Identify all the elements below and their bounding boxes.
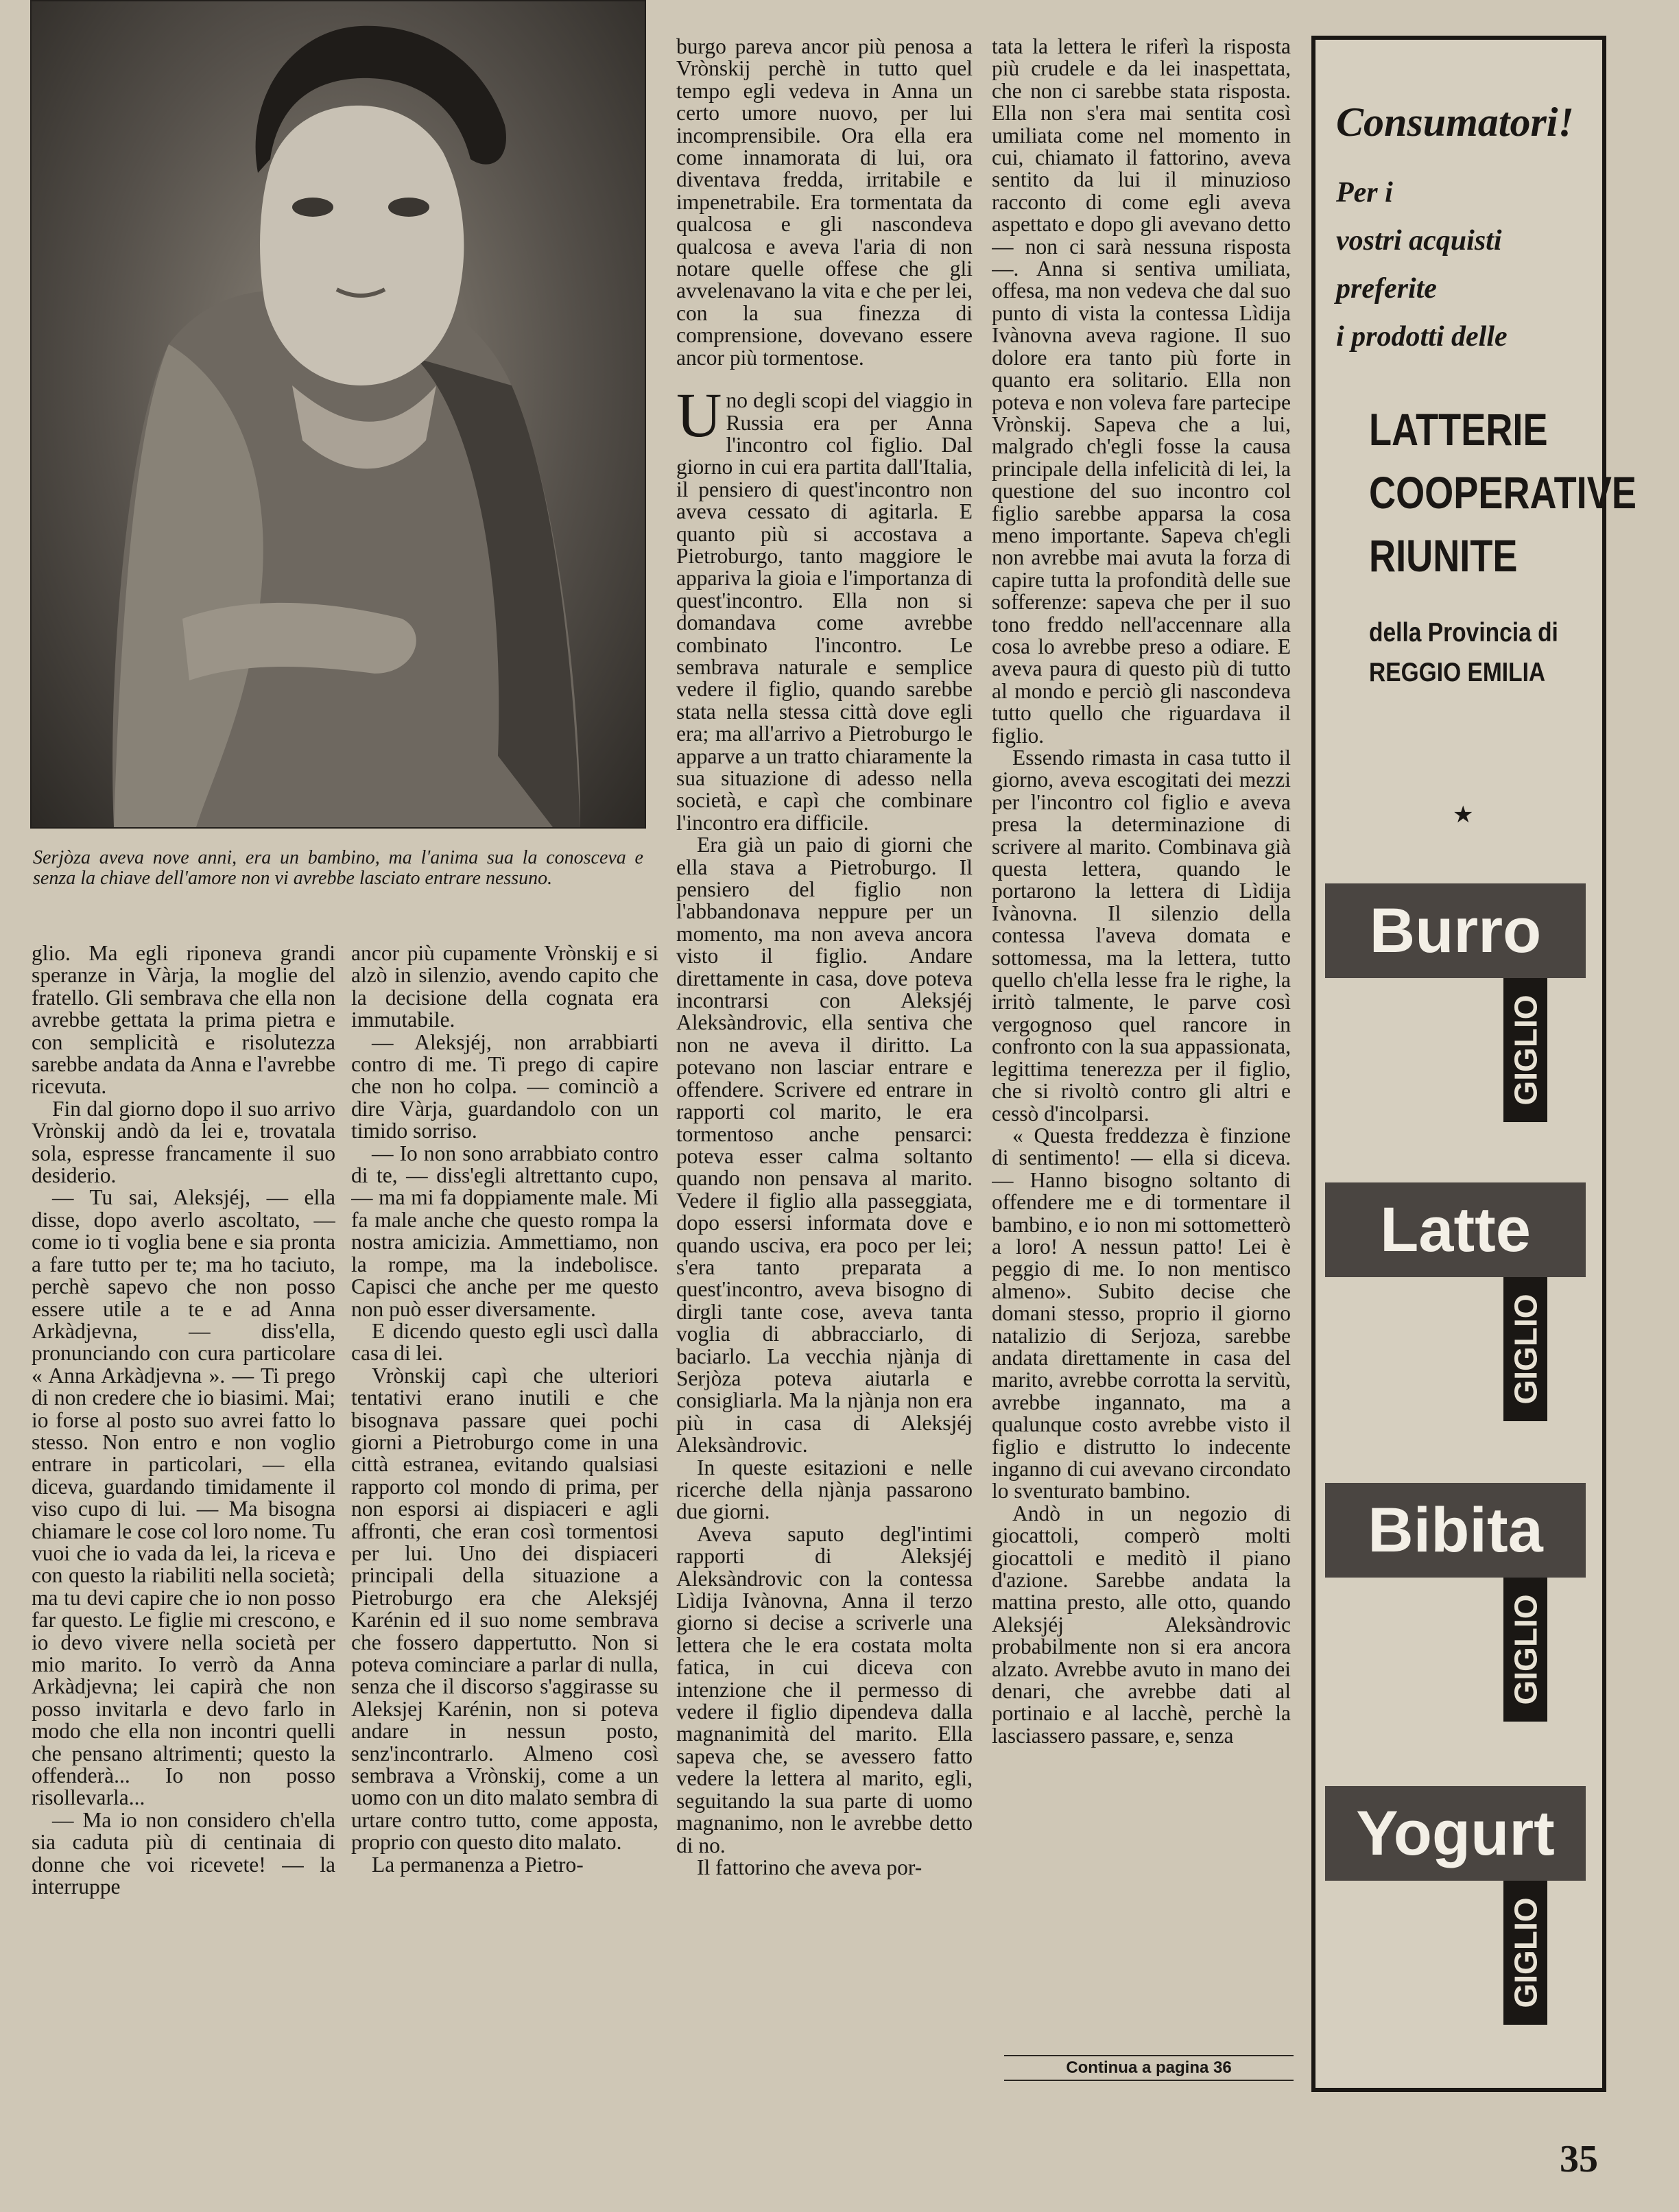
ad-brand-line: RIUNITE bbox=[1369, 530, 1518, 581]
continued-notice: Continua a pagina 36 bbox=[1004, 2055, 1294, 2081]
paragraph: In queste esitazioni e nelle ricerche della njànja passarono due giorni. bbox=[676, 1455, 973, 1524]
ad-company-name bbox=[1369, 398, 1636, 587]
ad-province-line: REGGIO EMILIA bbox=[1369, 658, 1546, 687]
page-number: 35 bbox=[1560, 2138, 1598, 2180]
product-name: Yogurt bbox=[1325, 1786, 1586, 1881]
ad-province bbox=[1369, 613, 1569, 693]
paragraph: La permanenza a Pietro- bbox=[372, 1852, 584, 1877]
giglio-text: GIGLIO bbox=[1508, 1294, 1543, 1405]
serjoza-photo bbox=[30, 0, 646, 829]
paragraph: tata la lettera le riferì la risposta più crudele e da lei inaspettata, che non ci sarebbe stata risposta. Ella non s'era mai sentita così umiliata come nel momento in cui, chiamato il fattorino, aveva sentito da lui il minuzioso racconto di come egli aveva aspettato e dopo gli avevano detto — non ci sarà nessuna risposta —. Anna si sentiva umiliata, offesa, ma non vedeva che dal suo punto di vista la contessa Lìdija Ivànovna aveva ragione. Il suo dolore era tanto più forte in quanto era solitario. Ella non poteva e non voleva fare partecipe Vrònskij. Sapeva che a lui, malgrado ch'egli fosse la causa principale della infelicità di lei, la questione del suo incontro col figlio sarebbe apparsa la cosa meno importante. Sapeva ch'egli non avrebbe mai avuta la forza di capire tutta la profondità delle sue sofferenze: sapeva che per il suo tono freddo nell'accennare alla cosa lo avrebbe preso a odiare. E aveva paura di questo più di tutto al mondo e perciò gli nascondeva tutto quello che riguardava il figlio. bbox=[992, 36, 1291, 748]
paragraph: Era già un paio di giorni che ella stava a Pietroburgo. Il pensiero del figlio non l'abbandonava neppure per un momento, ma non aveva ancora visto il figlio. Andare direttamente in casa, dove poteva incontrarsi con Aleksjéj Aleksàndrovic, ella sentiva che non ne aveva il diritto. La potevano non lasciar entrare e offendere. Scrivere ed entrare in rapporti col marito, le era tormentoso anche pensarci: poteva esser calma soltanto quando non pensava al marito. Vedere il figlio alla passeggiata, dopo essersi informata dove e quando usciva, era poco per lei; s'era tanto preparata a quest'incontro, aveva bisogno di dirgli tante cose, aveva tanta voglia di abbracciarlo, di baciarlo. La vecchia njànja di Serjòza poteva aiutarla e consigliarla. Ma la njànja non era più in casa di Aleksjéj Aleksàndrovic. bbox=[676, 833, 973, 1458]
photo-caption: Serjòza aveva nove anni, era un bambino, ma l'anima sua la conosceva e senza la chiave dell'amore non vi avrebbe lasciato entrare nessuno. bbox=[33, 847, 643, 889]
giglio-text: GIGLIO bbox=[1508, 995, 1543, 1106]
product-name: Latte bbox=[1325, 1182, 1586, 1277]
paragraph: glio. Ma egli riponeva grandi speranze in Vàrja, la moglie del fratello. Gli sembrava che ella non avrebbe gettata la prima pietra e con semplicità e risolutezza sarebbe andata da Anna e l'avrebbe ricevuta. bbox=[32, 942, 335, 1099]
paragraph: — Aleksjéj, non arrabbiarti contro di me. Ti prego di capire che non ho colpa. — cominciò a dire Vàrja, guardandolo con un timido sorriso. bbox=[351, 1030, 658, 1143]
giglio-label bbox=[1503, 1578, 1547, 1722]
product-name: Burro bbox=[1325, 883, 1586, 978]
paragraph: — Ma io non considero ch'ella sia caduta più di centinaia di donne che voi ricevete! — la interruppe bbox=[32, 1807, 335, 1899]
paragraph: Aveva saputo degl'intimi rapporti di Aleksjéj Aleksàndrovic con la contessa Lìdija Ivànovna, Anna il terzo giorno si decise a scriverle una lettera che le era costata molta fatica, in cui diceva con intenzione che il permesso di vedere il figlio dipendeva dalla magnanimità del marito. Ella sapeva che, se avessero fatto vedere la lettera al marito, egli, seguitando la sua parte di uomo magnanimo, non le avrebbe detto di no. bbox=[676, 1521, 973, 1857]
product-name: Bibita bbox=[1325, 1483, 1586, 1578]
article-column-1 bbox=[32, 942, 335, 2074]
paragraph: Il fattorino che aveva por- bbox=[697, 1855, 922, 1879]
dairy-advertisement bbox=[1311, 36, 1636, 2092]
giglio-text: GIGLIO bbox=[1508, 1594, 1543, 1705]
ad-brand-line: COOPERATIVE bbox=[1369, 467, 1636, 518]
paragraph: Vrònskij capì che ulteriori tentativi erano inutili e che bisognava passare quei pochi giorni a Pietroburgo come in una città estranea, evitando qualsiasi rapporto col mondo di prima, per non esporsi ai dispiaceri e agli affronti, che eran così tormentosi per lui. Uno dei dispiaceri principali della situazione a Pietroburgo era che Aleksjéj Karénin ed il suo nome sembrava che fossero dappertutto. Non si poteva cominciare a parlar di nulla, senza che il discorso s'aggirasse su Aleksjej Karénin, non si poteva andare in nessun posto, senz'incontrarlo. Almeno così sembrava a Vrònskij, come a un uomo con un dito malato sembra di urtare contro tutto, come apposta, proprio con questo dito malato. bbox=[351, 1363, 658, 1855]
ad-headline: Consumatori! bbox=[1336, 99, 1574, 145]
article-column-3 bbox=[676, 36, 973, 2093]
paragraph-dropcap: Uno degli scopi del viaggio in Russia era per Anna l'incontro col figlio. Dal giorno in cui era partita dall'Italia, il pensiero di quest'incontro non aveva cessato di agitarla. E quanto più si accostava a Pietroburgo, tanto maggiore le appariva la gioia e l'importanza di quest'incontro. Ella non si domandava come avrebbe combinato l'incontro. Le sembrava naturale e semplice vedere il figlio, quando sarebbe stata nella stessa città dove egli era; ma all'arrivo a Pietroburgo le apparve a un tratto chiaramente la sua situazione di adesso nella società, e capì che combinare l'incontro era difficile. bbox=[676, 380, 973, 835]
paragraph: ancor più cupamente Vrònskij e si alzò in silenzio, avendo capito che la decisione della cognata era immutabile. bbox=[351, 942, 658, 1032]
ad-sub-line: vostri acquisti bbox=[1336, 225, 1502, 257]
ad-sub-line: Per i bbox=[1336, 177, 1393, 209]
giglio-label bbox=[1503, 978, 1547, 1122]
paragraph: « Questa freddezza è finzione di sentimento! — ella si diceva. — Hanno bisogno soltanto di offendere me e di tormentare il bambino, e io non mi sottometterò a loro! A nessun patto! Lei è peggio di me. Io non mentisco almeno». Subito decise che domani stesso, proprio il giorno natalizio di Serjoza, sarebbe andata direttamente in casa del marito, avrebbe corrotta la servitù, avrebbe ingannato, ma a qualunque costo avrebbe visto il figlio e distrutto lo indecente inganno di cui avevano circondato lo sventurato bambino. bbox=[992, 1123, 1291, 1503]
paragraph: burgo pareva ancor più penosa a Vrònskij perchè in tutto quel tempo egli vedeva in Anna un certo umore nuovo, per lui incomprensibile. Ora ella era come innamorata di lui, ora diventava fredda, irritabile e impenetrabile. Era tormentata da qualcosa e gli nascondeva qualcosa e aveva l'aria di non notare quelle offese che gli avvelenavano la vita e che per lei, con la sua finezza di comprensione, dovevano essere ancor più tormentose. bbox=[676, 36, 973, 370]
star-icon: ★ bbox=[1453, 802, 1474, 828]
giglio-label bbox=[1503, 1881, 1547, 2025]
drop-cap-letter: U bbox=[676, 380, 722, 451]
article-column-2 bbox=[351, 942, 658, 2074]
boy-portrait-illustration bbox=[32, 1, 645, 827]
ad-sub-line: i prodotti delle bbox=[1336, 321, 1508, 353]
paragraph: E dicendo questo egli uscì dalla casa di lei. bbox=[351, 1318, 658, 1366]
ad-province-line: della Provincia di bbox=[1369, 618, 1558, 647]
giglio-label bbox=[1503, 1277, 1547, 1421]
ad-subheadline bbox=[1336, 169, 1597, 361]
giglio-text: GIGLIO bbox=[1508, 1897, 1543, 2008]
paragraph: Essendo rimasta in casa tutto il giorno, aveva escogitati dei mezzi per l'incontro col figlio e aveva presa la determinazione di scrivere al marito. Combinava già questa lettera, quando le portarono la lettera di Lìdija Ivànovna. Il silenzio della contessa l'aveva domata e sottomessa, ma la lettera, tutto quello ch'ella lesse fra le righe, la irritò talmente, le parve così vergognoso quel rancore in confronto con la sua appassionata, legittima tenerezza per il figlio, che si rivoltò contro gli altri e cessò d'incolparsi. bbox=[992, 746, 1291, 1126]
paragraph: Fin dal giorno dopo il suo arrivo Vrònskij andò da lei e, trovatala sola, espresse francamente il suo desiderio. bbox=[32, 1096, 335, 1188]
paragraph: — Tu sai, Aleksjéj, — ella disse, dopo averlo ascoltato, — come io ti voglia bene e sia pronta a fare tutto per te; ma ho taciuto, perchè sapevo che non posso essere utile a te e ad Anna Arkàdjevna, — diss'ella, pronunciando con cura particolare « Anna Arkàdjevna ». — Ti prego di non credere che io biasimi. Mai; io forse al posto suo avrei fatto lo stesso. Non entro e non voglio entrare in particolari, — ella diceva, guardando timidamente il viso cupo di lui. — Ma bisogna chiamare le cose col loro nome. Tu vuoi che io vada da lei, la riceva e con questo la riabiliti nella società; ma tu devi capire che io non posso far questo. Le figlie mi crescono, e io devo vivere nella società per mio marito. Io verrò da Anna Arkàdjevna; lei capirà che non posso invitarla e devo farlo in modo che ella non incontri quelli che pensano altrimenti; questo la offenderà... Io non posso risollevarla... bbox=[32, 1185, 335, 1810]
paragraph: Andò in un negozio di giocattoli, comperò molti giocattoli e meditò il piano d'azione. Sarebbe andata la mattina presto, alle otto, quando Aleksjéj Aleksàndrovic probabilmente non si era ancora alzato. Avrebbe avuto in mano dei denari, che avrebbe dati al portinaio e al lacchè, perchè la lasciassero passare, e, senza bbox=[992, 1501, 1291, 1748]
article-column-4 bbox=[992, 36, 1291, 2048]
ad-sub-line: preferite bbox=[1336, 273, 1437, 305]
paragraph: — Io non sono arrabbiato contro di te, — diss'egli altrettanto cupo, — ma mi fa doppiamente male. Mi fa male anche che questo rompa la nostra amicizia. Ammettiamo, non la rompe, ma la indebolisce. Capisci che anche per me questo non può esser diversamente. bbox=[351, 1141, 658, 1321]
ad-brand-line: LATTERIE bbox=[1369, 404, 1548, 455]
